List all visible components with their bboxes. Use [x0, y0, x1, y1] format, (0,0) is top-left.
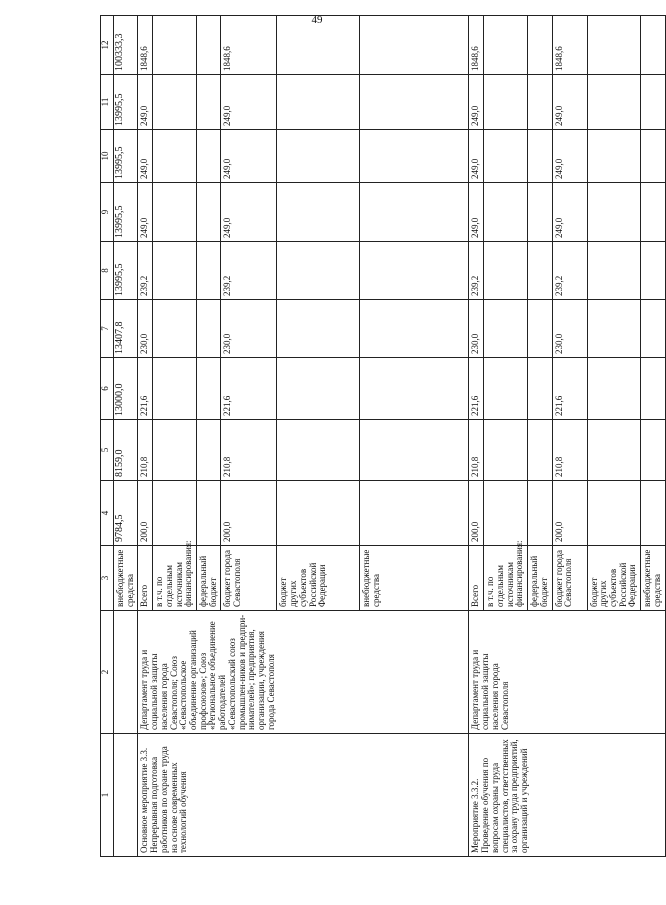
header-row	[101, 16, 114, 857]
value-cell	[528, 16, 552, 75]
value-cell	[360, 300, 469, 358]
value-cell: 9784,5	[114, 481, 138, 546]
value-cell	[277, 300, 360, 358]
executor-cell: Департамент труда и социальной защиты населения города Севастополя	[469, 611, 665, 734]
header-cell: 4	[101, 481, 114, 546]
value-cell: 13995,5	[114, 183, 138, 242]
header-cell: 9	[101, 183, 114, 242]
value-cell	[360, 16, 469, 75]
value-cell: 221,6	[138, 358, 153, 420]
value-cell: 210,8	[138, 420, 153, 481]
source-cell: бюджет города Севастополя	[552, 546, 587, 611]
value-cell	[641, 16, 665, 75]
value-cell	[484, 183, 528, 242]
value-cell	[277, 75, 360, 130]
value-cell	[360, 183, 469, 242]
source-cell: федеральный бюджет	[528, 546, 552, 611]
value-cell	[641, 300, 665, 358]
rotated-table-wrapper	[100, 33, 662, 857]
value-cell	[197, 358, 221, 420]
value-cell: 221,6	[552, 358, 587, 420]
header-cell: 3	[101, 546, 114, 611]
value-cell	[153, 183, 197, 242]
value-cell	[484, 420, 528, 481]
value-cell: 8159,0	[114, 420, 138, 481]
value-cell	[484, 242, 528, 300]
value-cell	[277, 183, 360, 242]
value-cell	[360, 420, 469, 481]
value-cell	[153, 481, 197, 546]
source-cell: внебюджетные средства	[641, 546, 665, 611]
value-cell	[587, 420, 641, 481]
value-cell	[153, 242, 197, 300]
value-cell	[277, 358, 360, 420]
value-cell	[153, 300, 197, 358]
value-cell: 1848,6	[469, 16, 484, 75]
source-cell: федеральный бюджет	[197, 546, 221, 611]
value-cell: 230,0	[552, 300, 587, 358]
value-cell: 1848,6	[221, 16, 277, 75]
source-cell: в т.ч. по отдельным источникам финансирования:	[484, 546, 528, 611]
value-cell	[360, 130, 469, 183]
value-cell	[277, 420, 360, 481]
header-cell: 11	[101, 75, 114, 130]
value-cell	[641, 481, 665, 546]
header-cell: 7	[101, 300, 114, 358]
value-cell: 249,0	[221, 183, 277, 242]
value-cell	[277, 16, 360, 75]
value-cell: 13995,5	[114, 130, 138, 183]
value-cell: 13000,0	[114, 358, 138, 420]
source-cell: в т.ч. по отдельным источникам финансирования:	[153, 546, 197, 611]
value-cell: 249,0	[138, 130, 153, 183]
value-cell: 1848,6	[138, 16, 153, 75]
value-cell	[641, 420, 665, 481]
value-cell: 221,6	[469, 358, 484, 420]
rotated-table-inner	[100, 33, 662, 857]
value-cell	[528, 300, 552, 358]
value-cell	[197, 300, 221, 358]
value-cell	[197, 481, 221, 546]
value-cell	[641, 75, 665, 130]
value-cell: 249,0	[552, 75, 587, 130]
value-cell	[587, 183, 641, 242]
source-cell: Всего	[469, 546, 484, 611]
header-cell: 5	[101, 420, 114, 481]
source-cell: Всего	[138, 546, 153, 611]
value-cell: 249,0	[221, 130, 277, 183]
value-cell	[587, 16, 641, 75]
source-cell: бюджет других субъектов Российской Федерации	[587, 546, 641, 611]
value-cell	[528, 130, 552, 183]
value-cell	[484, 16, 528, 75]
value-cell	[484, 75, 528, 130]
value-cell: 210,8	[221, 420, 277, 481]
value-cell: 249,0	[552, 183, 587, 242]
header-cell: 10	[101, 130, 114, 183]
table-row	[114, 16, 138, 857]
value-cell	[528, 420, 552, 481]
table-row	[138, 16, 153, 857]
value-cell: 1848,6	[552, 16, 587, 75]
header-cell: 6	[101, 358, 114, 420]
value-cell	[277, 130, 360, 183]
table-cell	[114, 611, 138, 734]
value-cell	[484, 358, 528, 420]
value-cell: 13995,5	[114, 242, 138, 300]
header-cell: 1	[101, 734, 114, 857]
value-cell: 200,0	[552, 481, 587, 546]
value-cell	[360, 242, 469, 300]
value-cell	[197, 75, 221, 130]
budget-table	[100, 15, 666, 857]
value-cell: 249,0	[469, 75, 484, 130]
value-cell: 200,0	[469, 481, 484, 546]
value-cell	[153, 358, 197, 420]
source-cell: внебюджетные средства	[360, 546, 469, 611]
value-cell: 239,2	[469, 242, 484, 300]
value-cell	[587, 130, 641, 183]
value-cell	[528, 358, 552, 420]
executor-cell: Департамент труда и социальной защиты населения города Севастополя; Союз «Севастопольское объединение организаций профсоюзов»; Союз «Региональное объединение работодателей «Севастопольский союз промышлен-ников и предпри-нимателей»; предприятия, организации, учреждения города Севастополя	[138, 611, 469, 734]
value-cell: 210,8	[552, 420, 587, 481]
value-cell: 200,0	[221, 481, 277, 546]
value-cell	[528, 75, 552, 130]
value-cell: 249,0	[138, 183, 153, 242]
value-cell: 221,6	[221, 358, 277, 420]
value-cell	[360, 75, 469, 130]
source-cell: бюджет других субъектов Российской Федерации	[277, 546, 360, 611]
value-cell	[528, 242, 552, 300]
table-body	[101, 16, 666, 857]
value-cell: 249,0	[469, 130, 484, 183]
value-cell	[587, 242, 641, 300]
value-cell	[587, 300, 641, 358]
value-cell: 249,0	[138, 75, 153, 130]
source-cell: бюджет города Севастополя	[221, 546, 277, 611]
measure-cell: Основное мероприятие 3.3. Непрерывная подготовка работников по охране труда на основе современных технологий обучения	[138, 734, 469, 857]
value-cell	[360, 358, 469, 420]
value-cell: 249,0	[469, 183, 484, 242]
header-cell: 2	[101, 611, 114, 734]
value-cell: 239,2	[221, 242, 277, 300]
value-cell	[197, 16, 221, 75]
source-cell: внебюджетные средства	[114, 546, 138, 611]
value-cell: 239,2	[552, 242, 587, 300]
value-cell	[587, 75, 641, 130]
value-cell	[587, 358, 641, 420]
value-cell	[641, 358, 665, 420]
value-cell: 230,0	[469, 300, 484, 358]
value-cell	[641, 242, 665, 300]
value-cell: 210,8	[469, 420, 484, 481]
header-cell: 12	[101, 16, 114, 75]
value-cell: 100333,3	[114, 16, 138, 75]
value-cell	[484, 300, 528, 358]
page-number: 49	[311, 14, 323, 26]
value-cell	[484, 130, 528, 183]
value-cell	[484, 481, 528, 546]
value-cell	[197, 183, 221, 242]
table-row	[469, 16, 484, 857]
value-cell	[641, 130, 665, 183]
value-cell	[153, 75, 197, 130]
value-cell: 230,0	[221, 300, 277, 358]
value-cell	[153, 130, 197, 183]
value-cell	[528, 481, 552, 546]
value-cell: 230,0	[138, 300, 153, 358]
value-cell: 239,2	[138, 242, 153, 300]
value-cell	[153, 16, 197, 75]
header-cell: 8	[101, 242, 114, 300]
value-cell: 13407,8	[114, 300, 138, 358]
value-cell	[641, 183, 665, 242]
value-cell	[197, 242, 221, 300]
value-cell	[587, 481, 641, 546]
value-cell	[360, 481, 469, 546]
value-cell	[277, 242, 360, 300]
value-cell	[197, 130, 221, 183]
value-cell: 200,0	[138, 481, 153, 546]
value-cell: 249,0	[221, 75, 277, 130]
table-cell	[114, 734, 138, 857]
value-cell: 249,0	[552, 130, 587, 183]
value-cell: 13995,5	[114, 75, 138, 130]
value-cell	[197, 420, 221, 481]
measure-cell: Мероприятие 3.3.2. Проведение обучения по вопросам охраны труда специалистов, ответственных за охрану труда предприятий, организаций и учреждений	[469, 734, 665, 857]
value-cell	[277, 481, 360, 546]
value-cell	[153, 420, 197, 481]
value-cell	[528, 183, 552, 242]
